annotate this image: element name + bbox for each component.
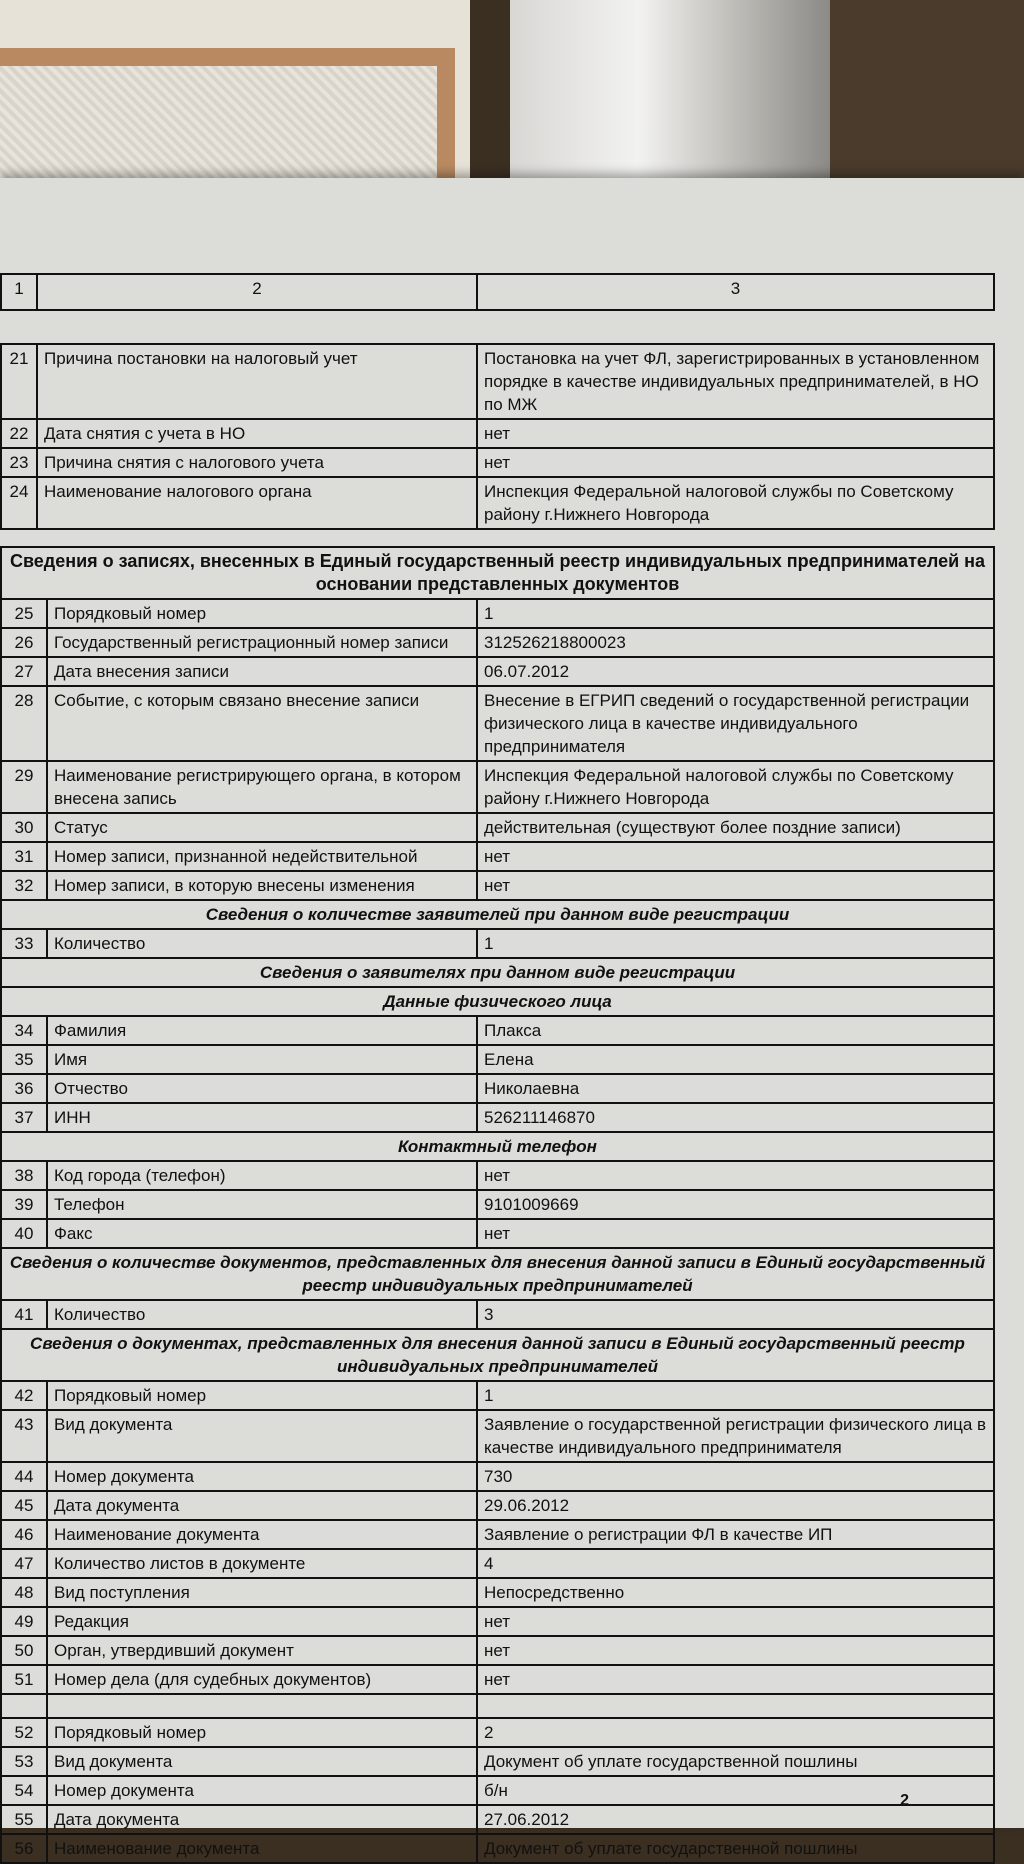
field-value: 9101009669 [477,1190,994,1219]
field-label: Факс [47,1219,477,1248]
field-value: Заявление о государственной регистрации физического лица в качестве индивидуального предпринимателя [477,1410,994,1462]
table-row [1,419,994,448]
column-header-1: 1 [1,274,37,310]
field-label: Код города (телефон) [47,1161,477,1190]
field-label: Редакция [47,1607,477,1636]
row-number: 51 [1,1665,47,1694]
field-value: нет [477,1636,994,1665]
table-row [1,813,994,842]
field-value: б/н [477,1776,994,1805]
table-row [1,1045,994,1074]
table-row [1,1665,994,1694]
row-number: 30 [1,813,47,842]
section-title-doc-count: Сведения о количестве документов, представленных для внесения данной записи в Единый государственный реестр индивидуальных предпринимателей [1,1248,994,1300]
field-label: Статус [47,813,477,842]
field-label: Наименование документа [47,1520,477,1549]
row-number: 56 [1,1834,47,1863]
field-label: Причина постановки на налоговый учет [37,344,477,419]
table-row [1,1520,994,1549]
field-label: Телефон [47,1190,477,1219]
table-row [1,1300,994,1329]
table-row [1,628,994,657]
field-value: Непосредственно [477,1578,994,1607]
field-value: 29.06.2012 [477,1491,994,1520]
table-row [1,1491,994,1520]
table-row [1,1549,994,1578]
field-value: 526211146870 [477,1103,994,1132]
field-value: 1 [477,929,994,958]
field-label: Количество листов в документе [47,1549,477,1578]
section-title-applicant-count: Сведения о количестве заявителей при данном виде регистрации [1,900,994,929]
table-row [1,1219,994,1248]
column-header-row [1,274,994,310]
table-row [1,1578,994,1607]
table-row [1,929,994,958]
field-value: нет [477,1607,994,1636]
table-row [1,1103,994,1132]
field-value: 730 [477,1462,994,1491]
table-row [1,344,994,419]
table-row [1,1462,994,1491]
field-value: Постановка на учет ФЛ, зарегистрированных в установленном порядке в качестве индивидуальных предпринимателей, в НО по МЖ [477,344,994,419]
section-title-documents: Сведения о документах, представленных для внесения данной записи в Единый государственный реестр индивидуальных предпринимателей [1,1329,994,1381]
row-number: 47 [1,1549,47,1578]
field-label: Фамилия [47,1016,477,1045]
section-title-records: Сведения о записях, внесенных в Единый государственный реестр индивидуальных предпринимателей на основании представленных документов [1,547,994,599]
row-number: 27 [1,657,47,686]
field-value: нет [477,842,994,871]
field-label: Дата внесения записи [47,657,477,686]
row-number: 42 [1,1381,47,1410]
row-number: 44 [1,1462,47,1491]
row-number: 24 [1,477,37,529]
field-value: Инспекция Федеральной налоговой службы по Советскому району г.Нижнего Новгорода [477,761,994,813]
field-label: Номер дела (для судебных документов) [47,1665,477,1694]
field-value: нет [477,1665,994,1694]
tax-registration-table [0,343,995,530]
row-number: 40 [1,1219,47,1248]
field-value: нет [477,1161,994,1190]
field-value: нет [477,448,994,477]
table-row [1,1074,994,1103]
registry-records-table [0,546,995,1864]
table-row [1,448,994,477]
field-label: Номер документа [47,1776,477,1805]
row-number: 39 [1,1190,47,1219]
field-value: 312526218800023 [477,628,994,657]
field-label: Вид поступления [47,1578,477,1607]
field-label: ИНН [47,1103,477,1132]
field-label: Отчество [47,1074,477,1103]
row-number: 33 [1,929,47,958]
table-row [1,686,994,761]
field-label: Наименование регистрирующего органа, в котором внесена запись [47,761,477,813]
field-label: Государственный регистрационный номер записи [47,628,477,657]
field-label: Наименование налогового органа [37,477,477,529]
background-table-surface [830,0,1024,200]
field-label: Причина снятия с налогового учета [37,448,477,477]
document-sheet [0,178,1024,1858]
table-row [1,1718,994,1747]
field-label: Номер документа [47,1462,477,1491]
field-value: 3 [477,1300,994,1329]
field-value: нет [477,419,994,448]
row-number: 55 [1,1805,47,1834]
field-value: нет [477,1219,994,1248]
field-value: действительная (существуют более поздние записи) [477,813,994,842]
field-value: Документ об уплате государственной пошлины [477,1834,994,1863]
column-header-2: 2 [37,274,477,310]
field-label: Наименование документа [47,1834,477,1863]
field-label: Вид документа [47,1410,477,1462]
row-number: 23 [1,448,37,477]
table-row [1,1410,994,1462]
background-book-ornament [0,48,455,178]
field-value: Плакса [477,1016,994,1045]
field-label: Орган, утвердивший документ [47,1636,477,1665]
field-label: Порядковый номер [47,599,477,628]
row-number: 52 [1,1718,47,1747]
empty-separator-row [1,1694,994,1718]
field-value: нет [477,871,994,900]
field-label: Событие, с которым связано внесение записи [47,686,477,761]
table-row [1,599,994,628]
field-value: 1 [477,1381,994,1410]
field-value: Елена [477,1045,994,1074]
table-row [1,1636,994,1665]
row-number: 31 [1,842,47,871]
table-row [1,761,994,813]
field-label: Дата документа [47,1805,477,1834]
table-row [1,1161,994,1190]
section-title-phone: Контактный телефон [1,1132,994,1161]
row-number: 49 [1,1607,47,1636]
row-number: 43 [1,1410,47,1462]
row-number: 32 [1,871,47,900]
field-label: Порядковый номер [47,1718,477,1747]
row-number: 34 [1,1016,47,1045]
table-row [1,871,994,900]
row-number: 48 [1,1578,47,1607]
row-number: 25 [1,599,47,628]
field-value: Николаевна [477,1074,994,1103]
row-number: 50 [1,1636,47,1665]
table-row [1,477,994,529]
field-value: Инспекция Федеральной налоговой службы по Советскому району г.Нижнего Новгорода [477,477,994,529]
field-value: 06.07.2012 [477,657,994,686]
page-number: 2 [900,1792,909,1809]
row-number: 53 [1,1747,47,1776]
row-number: 54 [1,1776,47,1805]
field-label: Номер записи, признанной недействительной [47,842,477,871]
section-title-applicants: Сведения о заявителях при данном виде регистрации [1,958,994,987]
table-row [1,1834,994,1863]
field-label: Вид документа [47,1747,477,1776]
table-row [1,1190,994,1219]
field-label: Дата документа [47,1491,477,1520]
table-row [1,1381,994,1410]
row-number: 45 [1,1491,47,1520]
row-number: 46 [1,1520,47,1549]
column-header-table [0,273,995,311]
field-value: Внесение в ЕГРИП сведений о государственной регистрации физического лица в качестве индивидуального предпринимателя [477,686,994,761]
field-value: 2 [477,1718,994,1747]
row-number: 36 [1,1074,47,1103]
field-value: 27.06.2012 [477,1805,994,1834]
section-title-person: Данные физического лица [1,987,994,1016]
table-row [1,1607,994,1636]
row-number: 21 [1,344,37,419]
field-label: Количество [47,929,477,958]
row-number: 22 [1,419,37,448]
table-row [1,1747,994,1776]
row-number: 29 [1,761,47,813]
table-row [1,657,994,686]
row-number: 38 [1,1161,47,1190]
table-row [1,1776,994,1805]
field-value: 1 [477,599,994,628]
field-value: Документ об уплате государственной пошлины [477,1747,994,1776]
field-label: Количество [47,1300,477,1329]
field-label: Имя [47,1045,477,1074]
field-value: Заявление о регистрации ФЛ в качестве ИП [477,1520,994,1549]
row-number: 26 [1,628,47,657]
field-label: Номер записи, в которую внесены изменения [47,871,477,900]
column-header-3: 3 [477,274,994,310]
row-number: 28 [1,686,47,761]
field-label: Порядковый номер [47,1381,477,1410]
row-number: 41 [1,1300,47,1329]
field-value: 4 [477,1549,994,1578]
table-row [1,842,994,871]
row-number: 37 [1,1103,47,1132]
table-row [1,1805,994,1834]
table-row [1,1016,994,1045]
field-label: Дата снятия с учета в НО [37,419,477,448]
row-number: 35 [1,1045,47,1074]
